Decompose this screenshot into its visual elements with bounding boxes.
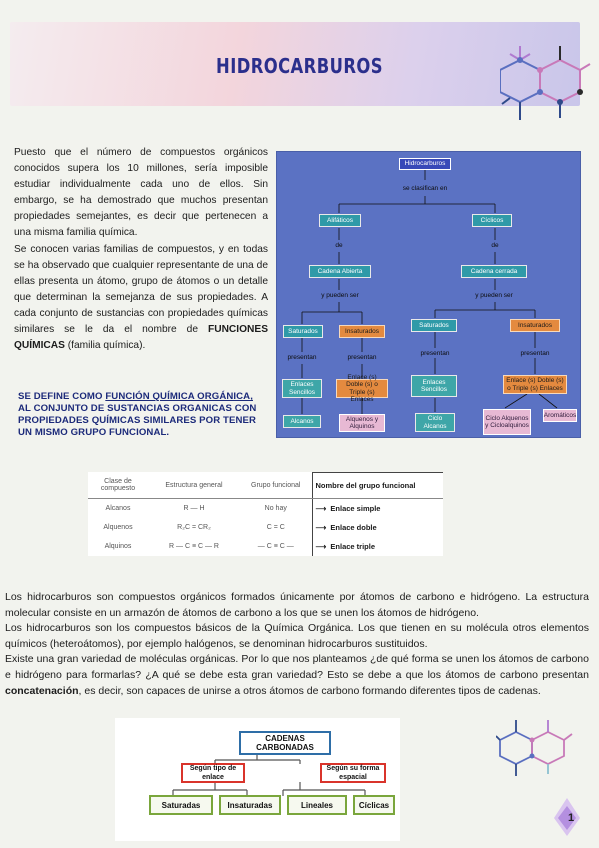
diagram-cicloalquenos: Ciclo Alquenos y Cicloalquinos (483, 409, 531, 435)
body-paragraph-3-end: , es decir, son capaces de unirse a otros átomos de carbono formando diferentes tipos de cadenas. (78, 684, 541, 697)
table-row (88, 499, 443, 518)
table-cell (312, 537, 443, 556)
intro-paragraph-2 (14, 242, 268, 355)
diagram-pueden-right: y pueden ser (475, 292, 513, 299)
diagram-cadena-cerrada: Cadena cerrada (461, 265, 527, 278)
diagram-presentan-4: presentan (520, 350, 550, 357)
diagram-cadena-abierta: Cadena Abierta (309, 265, 371, 278)
intro-paragraph-2-end: (familia química). (64, 340, 146, 352)
table-header: Grupo funcional (240, 473, 312, 499)
arrow-right-icon: ⟶ (315, 503, 331, 513)
body-text (5, 590, 589, 699)
table-cell-text: Enlace doble (330, 522, 377, 532)
table-cell-text: Enlace simple (330, 503, 381, 513)
page-title: HIDROCARBUROS (216, 54, 383, 78)
table-cell-text: Enlace triple (330, 541, 376, 551)
diagram-presentan-3: presentan (420, 350, 450, 357)
diagram-r-doble-triple: Enlace (s) Doble (s) o Triple (s) Enlaces (503, 375, 567, 394)
table-cell: Alcanos (105, 504, 131, 512)
diagram-r-enlaces-sencillos: Enlaces Sencillos (411, 375, 457, 397)
diagram-pueden-left: y pueden ser (321, 292, 359, 299)
table-header-row (88, 473, 443, 499)
chains-ciclicas: Cíclicas (353, 795, 395, 815)
diagram-alcanos: Alcanos (283, 415, 321, 428)
intro-paragraph-2-text: Se conocen varias familias de compuestos, y en todas se ha observado que cualquier representante de una de ellas presenta un átomo, grupo de átomos o un detalle que determinan la semejanza de sus propiedades. A cada conjunto de sustancias con propiedades químicas similares se le da el nombre de (14, 243, 268, 336)
diagram-presentan-2: presentan (347, 354, 377, 361)
chains-lineales: Lineales (287, 795, 347, 815)
table-header: Nombre del grupo funcional (312, 473, 443, 499)
table-header: Estructura general (148, 473, 240, 499)
intro-text (14, 145, 268, 354)
arrow-right-icon: ⟶ (315, 522, 331, 532)
table-cell: R₂C = CR₂ (177, 523, 211, 531)
chains-tipo-enlace: Según tipo de enlace (181, 763, 245, 783)
carbon-chains-diagram (115, 718, 400, 841)
table-cell (312, 499, 443, 518)
intro-paragraph-1: Puesto que el número de compuestos orgánicos conocidos supera los 10 millones, sería imposible estudiar individualmente cada uno de ellos. Sin embargo, se ha demostrado que muchos presentan propiedades semejantes, es decir que pertenecen a una misma familia química. (14, 147, 268, 239)
page-number: 1 (567, 812, 575, 824)
table-cell (312, 518, 443, 537)
arrow-right-icon: ⟶ (315, 541, 331, 551)
funciones-quimicas-term: FUNCIONES QUÍMICAS (14, 324, 268, 352)
chains-insaturadas: Insaturadas (219, 795, 281, 815)
diagram-alquenos-alquinos: Alquenos y Alquinos (339, 414, 385, 432)
definition-end: AL CONJUNTO DE SUSTANCIAS ORGANICAS CON PROPIEDADES QUÍMICAS SIMILARES POR TENER UN MISMO GRUPO FUNCIONAL. (18, 403, 257, 438)
table-cell: R — C ≡ C — R (169, 542, 219, 550)
table-cell: Alquinos (104, 542, 132, 550)
molecule-icon (496, 718, 574, 778)
diagram-cicloalcanos: Ciclo Alcanos (415, 413, 455, 432)
table-cell: — C ≡ C — (257, 542, 294, 550)
diagram-presentan-1: presentan (287, 354, 317, 361)
body-paragraph-2: Los hidrocarburos son los compuestos básicos de la Química Orgánica. Los que tienen en su molécula otros elementos químicos (heteroátomos), por ejemplo halógenos, se denominan hidrocarburos sustituidos. (5, 622, 589, 650)
diagram-aromaticos: Aromáticos (543, 409, 577, 422)
diagram-ciclicos: Cíclicos (472, 214, 512, 227)
diagram-alifaticos: Alifáticos (319, 214, 361, 227)
chains-saturadas: Saturadas (149, 795, 213, 815)
chains-forma-espacial: Según su forma espacial (320, 763, 386, 783)
functional-group-table (88, 472, 443, 556)
table-cell: C = C (266, 523, 285, 531)
body-paragraph-1: Los hidrocarburos son compuestos orgánicos formados únicamente por átomos de carbono e hidrógeno. La estructura molecular consiste en un armazón de átomos de carbono a los que se unen los átomos de hidrógeno. (5, 591, 589, 619)
functional-group-table-grid (88, 472, 443, 556)
concatenacion-term: concatenación (5, 684, 79, 697)
diagram-l-insaturados: Insaturados (339, 325, 385, 338)
definition-term: FUNCIÓN QUÍMICA ORGÁNICA, (105, 391, 253, 402)
molecule-icon (500, 38, 592, 128)
table-row (88, 537, 443, 556)
diagram-de-right: de (491, 242, 499, 249)
body-paragraph-3-text: Existe una gran variedad de moléculas orgánicas. Por lo que nos planteamos ¿de qué forma se unen los átomos de carbono e hidrógeno para formarlas? ¿A qué se debe esta gran variedad? Esto se debe a que los átomos de carbono presentan (5, 653, 589, 681)
table-cell: No hay (264, 504, 287, 512)
diagram-root-connector: se clasifican en (402, 185, 448, 192)
definition (18, 391, 268, 439)
table-cell: R — H (183, 504, 205, 512)
chains-title: CADENAS CARBONADAS (239, 731, 331, 755)
body-paragraph-3 (5, 652, 589, 699)
table-cell: Alquenos (103, 523, 133, 531)
table-row (88, 518, 443, 537)
diagram-l-saturados: Saturados (283, 325, 323, 338)
classification-diagram (276, 151, 581, 438)
table-header: Clase de compuesto (88, 473, 148, 499)
diagram-r-insaturados: Insaturados (510, 319, 560, 332)
diagram-r-saturados: Saturados (411, 319, 457, 332)
diagram-l-enlaces-sencillos: Enlaces Sencillos (282, 379, 322, 398)
definition-start: SE DEFINE COMO (18, 391, 106, 402)
diagram-l-doble-triple: Enlace (s) Doble (s) o Triple (s) Enlaces (336, 379, 388, 398)
diagram-root: Hidrocarburos (399, 158, 451, 170)
diagram-de-left: de (335, 242, 343, 249)
